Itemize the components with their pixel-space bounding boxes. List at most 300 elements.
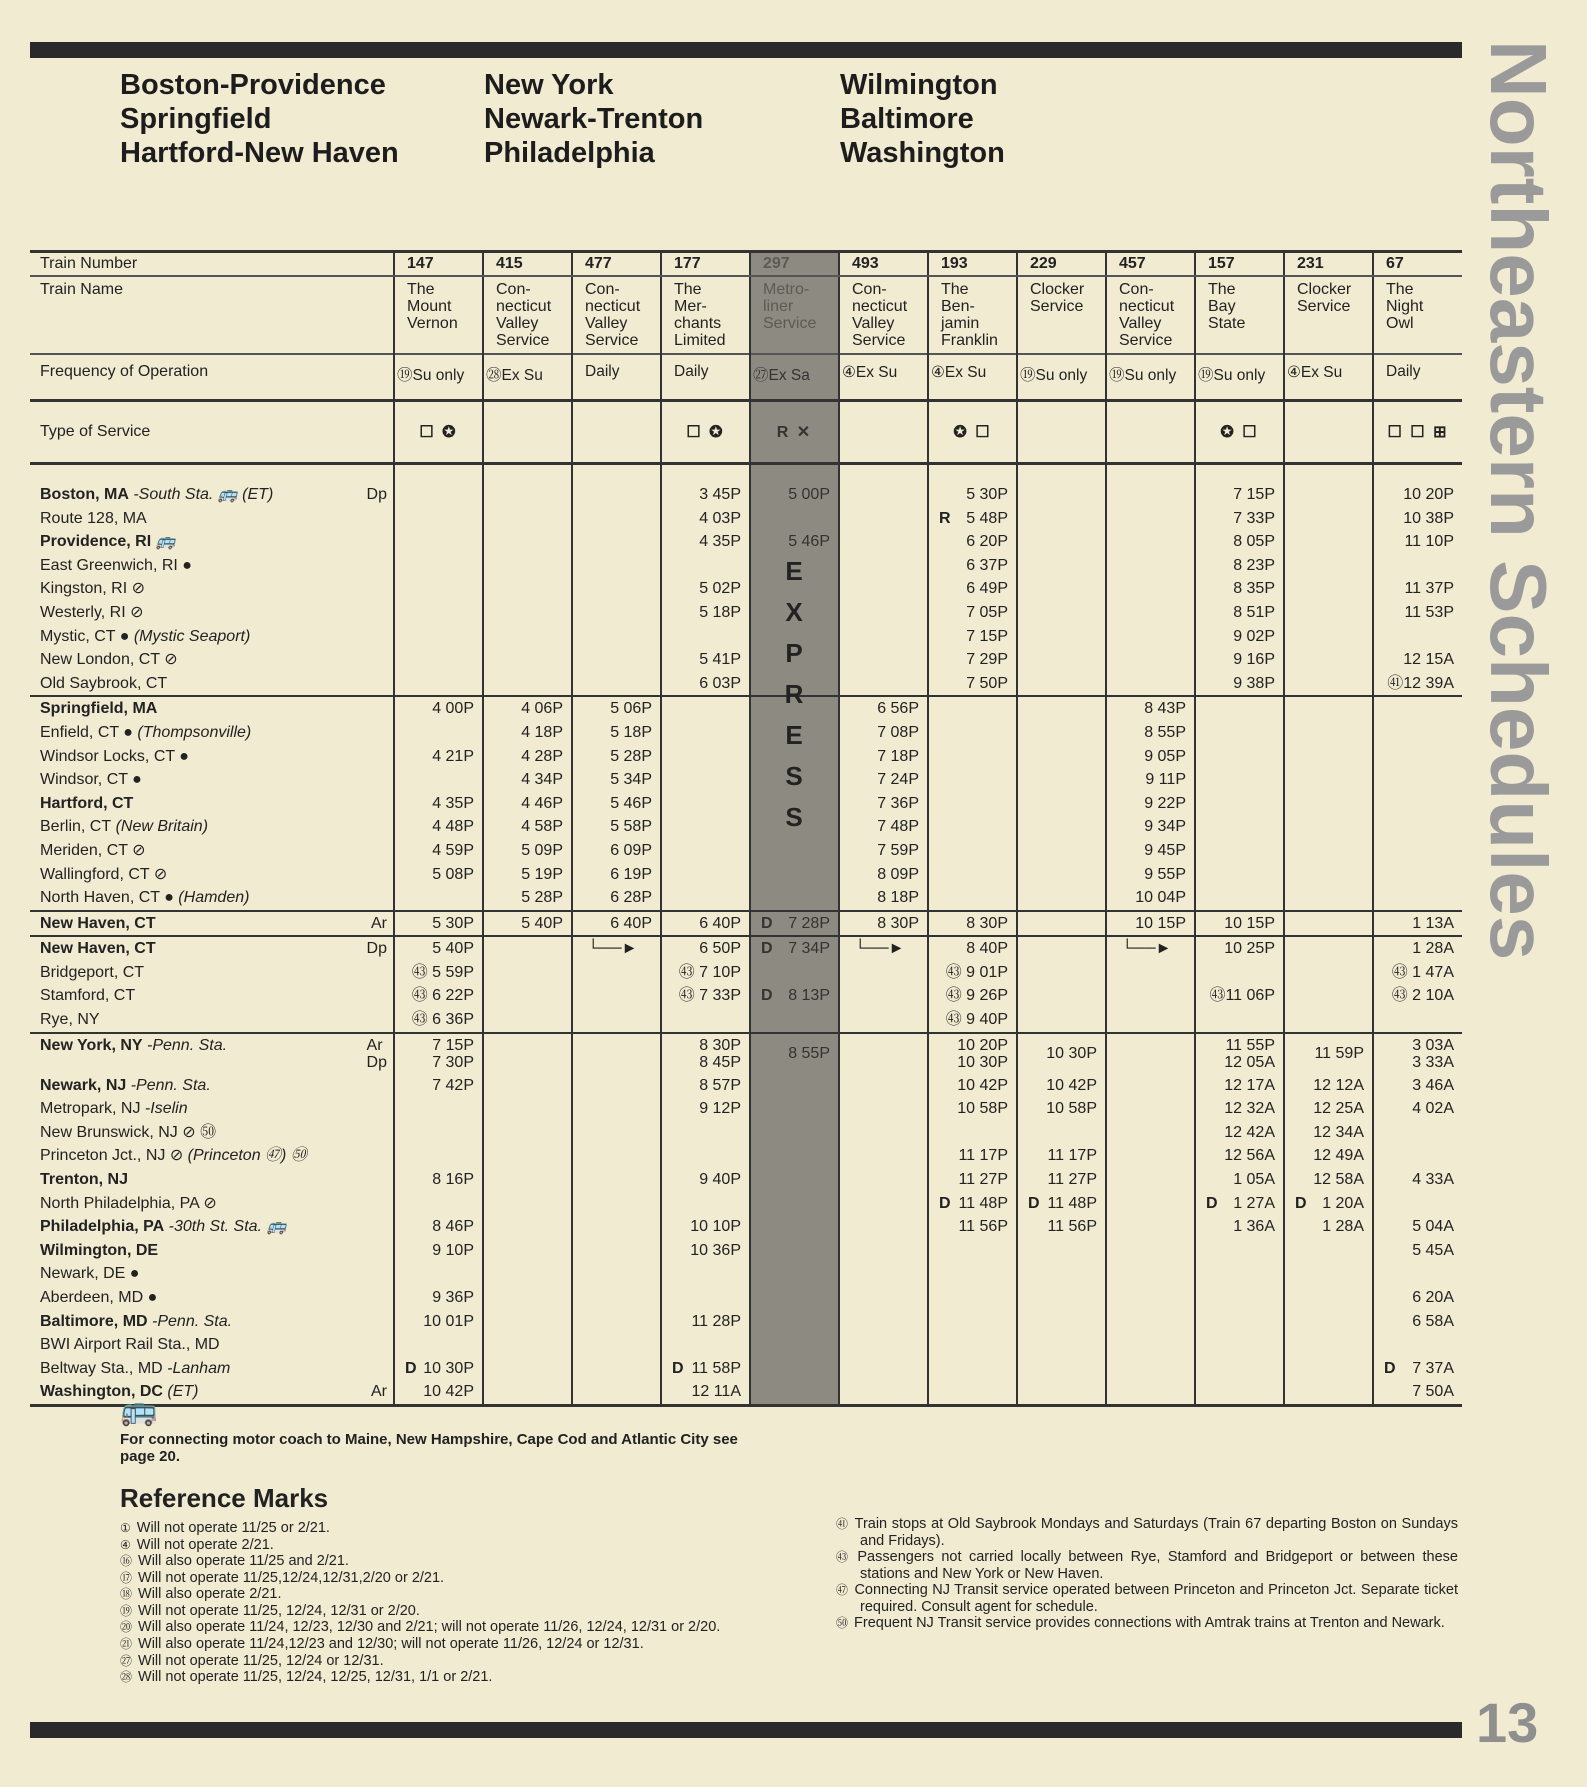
train-number-row	[30, 252, 1462, 277]
station-name: North Haven, CT ●	[40, 889, 174, 907]
train-name-line: Clocker	[1297, 281, 1352, 298]
time-text: 8 40P	[966, 940, 1008, 958]
station-qualifier: (Mystic Seaport)	[129, 627, 251, 645]
time-cell	[839, 625, 928, 649]
time-cell	[1284, 815, 1373, 839]
station-name: Washington, DC	[40, 1383, 163, 1401]
time-text: 6 40P	[610, 914, 652, 932]
time-cell	[1106, 886, 1195, 911]
station-name-cell	[30, 863, 394, 887]
time-cell	[1284, 839, 1373, 863]
station-name: Mystic, CT ●	[40, 627, 130, 645]
time-cell	[1195, 1262, 1284, 1286]
time-value	[395, 1215, 474, 1239]
time-cell	[1195, 911, 1284, 937]
time-value	[395, 863, 474, 887]
frequency-193	[928, 354, 1017, 401]
train-name-493	[839, 276, 928, 354]
time-cell	[394, 886, 483, 911]
time-cell	[1106, 483, 1195, 507]
time-cell	[1284, 1168, 1373, 1192]
time-text: 6 58A	[1412, 1312, 1454, 1330]
time-text: 11 37P	[1404, 580, 1454, 598]
time-text: 7 05P	[966, 603, 1008, 621]
time-cell	[483, 961, 572, 985]
time-value	[840, 886, 919, 910]
train-name-line: Vernon	[407, 315, 458, 332]
time-cell	[1195, 1239, 1284, 1263]
reference-mark-symbol: ④	[120, 1537, 131, 1552]
time-text: 4 59P	[432, 841, 474, 859]
time-cell	[394, 1286, 483, 1310]
frequency-text: Ex Su	[944, 364, 987, 381]
time-value	[1196, 1074, 1275, 1098]
bottom-rule	[30, 1722, 1462, 1738]
time-value	[484, 863, 563, 887]
time-cell	[1106, 648, 1195, 672]
time-cell	[1195, 530, 1284, 554]
time-cell	[394, 625, 483, 649]
time-text: ㊸ 9 40P	[945, 1011, 1008, 1029]
time-text: 8 16P	[432, 1171, 474, 1189]
time-cell	[839, 911, 928, 937]
arrive-depart-line: Ar	[371, 1383, 387, 1401]
time-cell	[661, 530, 750, 554]
time-text: 12 56A	[1224, 1147, 1275, 1165]
train-name-229	[1017, 276, 1106, 354]
time-text: 5 02P	[699, 580, 741, 598]
time-value	[1374, 1037, 1454, 1054]
frequency-231	[1284, 354, 1373, 401]
station-name-cell	[30, 961, 394, 985]
time-cell	[750, 1192, 839, 1216]
express-letter: P	[785, 637, 803, 668]
frequency-297	[750, 354, 839, 401]
time-cell	[1284, 672, 1373, 697]
time-cell	[1106, 1192, 1195, 1216]
station-row	[30, 577, 1462, 601]
time-cell	[750, 1357, 839, 1381]
spacer-cell	[839, 464, 928, 484]
time-value	[1107, 792, 1186, 816]
time-cell	[661, 1097, 750, 1121]
time-cell	[394, 863, 483, 887]
train-name-line: The	[407, 281, 435, 298]
reference-mark-symbol: ㊼	[836, 1583, 849, 1598]
time-value	[840, 937, 919, 961]
time-text: 11 27P	[958, 1171, 1008, 1189]
time-value	[395, 792, 474, 816]
station-qualifier: -Penn. Sta.	[142, 1036, 228, 1054]
time-cell	[1017, 886, 1106, 911]
time-cell	[572, 648, 661, 672]
reference-mark-text: Will not operate 11/25, 12/24, 12/31 or 2/20.	[138, 1602, 420, 1619]
reference-mark-symbol: ㉑	[120, 1637, 133, 1652]
reference-mark-text: Will not operate 11/25,12/24,12/31,2/20 or 2/21.	[138, 1569, 445, 1586]
time-text: 9 34P	[1144, 818, 1186, 836]
train-name-line: Valley	[852, 315, 895, 332]
time-cell	[1373, 815, 1462, 839]
time-cell	[1017, 1239, 1106, 1263]
time-text: 1 20A	[1322, 1194, 1364, 1212]
time-cell	[1195, 625, 1284, 649]
frequency-row	[30, 354, 1462, 401]
time-text: 12 11A	[691, 1383, 741, 1401]
train-name-457	[1106, 276, 1195, 354]
time-cell	[928, 1192, 1017, 1216]
train-name-line: Valley	[496, 315, 539, 332]
time-cell	[483, 984, 572, 1008]
time-value	[929, 1074, 1008, 1098]
time-cell	[750, 961, 839, 985]
train-name-line: necticut	[496, 298, 552, 315]
station-name: New London, CT ⊘	[40, 651, 178, 669]
time-cell	[1017, 1121, 1106, 1145]
time-cell	[1195, 696, 1284, 721]
time-cell	[394, 1192, 483, 1216]
reference-marks-title: Reference Marks	[120, 1483, 329, 1513]
station-row	[30, 1144, 1462, 1168]
station-row	[30, 863, 1462, 887]
time-value	[840, 697, 919, 721]
time-value	[484, 839, 563, 863]
section-title	[1474, 40, 1563, 961]
time-cell	[572, 554, 661, 578]
time-cell	[661, 792, 750, 816]
time-cell	[394, 1033, 483, 1074]
station-name-cell	[30, 1168, 394, 1192]
time-cell	[394, 792, 483, 816]
station-name-cell	[30, 1310, 394, 1334]
time-cell	[928, 721, 1017, 745]
time-cell	[483, 839, 572, 863]
service-icons-147: ☐ ✪	[394, 401, 483, 464]
time-value	[662, 672, 741, 696]
train-name-line: Mount	[407, 298, 452, 315]
station-qualifier: (Princeton ㊼) ㊿	[183, 1147, 307, 1165]
time-cell	[928, 984, 1017, 1008]
reference-mark-symbol: ㊸	[836, 1550, 852, 1565]
station-name-cell	[30, 1033, 394, 1074]
spacer-cell	[1017, 464, 1106, 484]
time-value	[1196, 1121, 1275, 1145]
time-value	[840, 768, 919, 792]
reference-mark-item	[120, 1619, 760, 1636]
station-qualifier: -Iselin	[140, 1100, 188, 1118]
train-name-line: Service	[585, 332, 639, 349]
time-cell	[1284, 886, 1373, 911]
time-value	[662, 601, 741, 625]
stop-code: D	[761, 940, 773, 958]
time-value	[1196, 912, 1275, 936]
time-cell	[394, 530, 483, 554]
time-text: 10 30P	[423, 1359, 474, 1377]
time-text: 10 30P	[1046, 1045, 1097, 1063]
reference-marks-right	[836, 1516, 1458, 1632]
time-cell	[1195, 839, 1284, 863]
time-cell	[839, 839, 928, 863]
time-cell	[1017, 1357, 1106, 1381]
station-row	[30, 648, 1462, 672]
time-text: 5 58P	[610, 818, 652, 836]
time-text: 8 46P	[432, 1218, 474, 1236]
time-text: 12 15A	[1403, 651, 1454, 669]
time-text: 5 40P	[432, 940, 474, 958]
time-cell	[839, 792, 928, 816]
time-cell	[1106, 839, 1195, 863]
time-text: 9 05P	[1144, 747, 1186, 765]
time-value	[1374, 1239, 1454, 1263]
time-cell	[1195, 1310, 1284, 1334]
time-value	[662, 961, 741, 985]
time-text: 10 25P	[1224, 940, 1275, 958]
frequency-493	[839, 354, 928, 401]
time-text: 8 30P	[877, 914, 919, 932]
time-cell	[572, 839, 661, 863]
time-text: 9 22P	[1144, 794, 1186, 812]
time-value	[662, 1097, 741, 1121]
reference-mark-symbol: ㉘	[120, 1670, 133, 1685]
train-name-477	[572, 276, 661, 354]
time-cell	[750, 1074, 839, 1098]
time-text: 7 15P	[432, 1036, 474, 1054]
time-cell	[661, 721, 750, 745]
frequency-mark: ④	[931, 364, 945, 381]
time-value	[395, 1037, 474, 1054]
time-text: ㊸ 5 59P	[411, 963, 474, 981]
reference-mark-symbol: ㊶	[836, 1517, 849, 1531]
time-value	[840, 721, 919, 745]
time-text: 7 29P	[966, 651, 1008, 669]
time-cell	[1017, 1215, 1106, 1239]
time-text: 11 55P	[1225, 1036, 1275, 1054]
time-cell	[1373, 507, 1462, 531]
station-name: Metropark, NJ	[40, 1100, 141, 1118]
train-name-line: Bay	[1208, 298, 1236, 315]
time-value	[929, 1037, 1008, 1054]
time-text: 12 25A	[1313, 1100, 1364, 1118]
station-name: New Brunswick, NJ ⊘ ㊿	[40, 1123, 217, 1141]
time-cell	[661, 1239, 750, 1263]
time-cell	[1284, 961, 1373, 985]
time-text: 3 45P	[699, 486, 741, 503]
train-name-line: Con-	[496, 281, 531, 298]
station-qualifier: (Thompsonville)	[132, 723, 252, 741]
time-cell	[394, 1262, 483, 1286]
time-cell	[839, 601, 928, 625]
time-value	[929, 672, 1008, 696]
spacer-cell	[750, 464, 839, 484]
time-text: 6 20A	[1412, 1289, 1454, 1306]
time-cell	[750, 507, 839, 531]
time-cell	[839, 1192, 928, 1216]
time-cell	[1284, 554, 1373, 578]
time-value	[1196, 1192, 1275, 1216]
time-text: 1 28A	[1322, 1218, 1364, 1236]
time-cell	[1106, 792, 1195, 816]
time-cell	[1284, 1008, 1373, 1033]
time-cell	[483, 672, 572, 697]
time-text: 8 09P	[877, 865, 919, 883]
station-name-cell	[30, 648, 394, 672]
time-cell	[572, 1262, 661, 1286]
time-cell	[483, 554, 572, 578]
time-text: ㊸ 7 33P	[678, 987, 741, 1005]
time-value	[929, 1192, 1008, 1216]
time-cell	[1106, 672, 1195, 697]
time-cell	[1017, 483, 1106, 507]
time-cell	[1106, 1310, 1195, 1334]
time-text: 6 40P	[699, 914, 741, 932]
time-cell	[750, 1333, 839, 1357]
time-cell	[572, 721, 661, 745]
time-cell	[1195, 1357, 1284, 1381]
station-name: New York, NY	[40, 1036, 143, 1054]
time-cell	[839, 1357, 928, 1381]
spacer-cell	[483, 464, 572, 484]
arrive-depart-mark	[367, 483, 393, 507]
time-cell	[928, 1215, 1017, 1239]
frequency-text: Daily	[674, 363, 709, 380]
reference-mark-text: Will not operate 11/25, 12/24 or 12/31.	[138, 1652, 384, 1669]
station-name-cell	[30, 984, 394, 1008]
time-cell	[1106, 961, 1195, 985]
station-name: Philadelphia, PA	[40, 1218, 165, 1236]
station-row	[30, 745, 1462, 769]
station-qualifier: (Hamden)	[173, 889, 250, 907]
frequency-label: Frequency of Operation	[30, 354, 394, 401]
time-value	[1374, 530, 1454, 554]
train-name-line: Con-	[585, 281, 620, 298]
time-text: 4 33A	[1412, 1171, 1454, 1189]
station-name-cell	[30, 886, 394, 911]
time-text: 7 15P	[966, 627, 1008, 645]
station-name-cell	[30, 1262, 394, 1286]
reference-mark-item	[836, 1615, 1458, 1632]
time-cell	[394, 721, 483, 745]
station-row	[30, 1357, 1462, 1381]
reference-mark-text: Train stops at Old Saybrook Mondays and Saturdays (Train 67 departing Boston on Sundays and Fridays).	[854, 1516, 1458, 1549]
time-cell	[483, 577, 572, 601]
time-cell	[483, 696, 572, 721]
time-cell	[1373, 886, 1462, 911]
train-name-line: Ben-	[941, 298, 975, 315]
time-cell	[928, 768, 1017, 792]
station-name: Route 128, MA	[40, 509, 147, 527]
time-text: 10 42P	[423, 1383, 474, 1401]
time-cell	[1373, 1008, 1462, 1033]
time-value	[1018, 1144, 1097, 1168]
time-cell	[1017, 1286, 1106, 1310]
time-value	[573, 792, 652, 816]
heading-group-1	[120, 68, 399, 170]
time-text: 12 32A	[1224, 1100, 1275, 1118]
time-value	[929, 984, 1008, 1008]
time-text: 8 51P	[1233, 603, 1275, 621]
time-cell	[572, 1008, 661, 1033]
stop-code: D	[405, 1359, 417, 1377]
time-cell	[483, 1333, 572, 1357]
station-name: North Philadelphia, PA ⊘	[40, 1194, 217, 1212]
time-cell	[483, 815, 572, 839]
time-cell	[1017, 1097, 1106, 1121]
time-cell	[661, 1192, 750, 1216]
station-row	[30, 625, 1462, 649]
time-text: 5 04A	[1412, 1218, 1454, 1236]
time-cell	[839, 530, 928, 554]
time-text: ㊶12 39A	[1387, 674, 1454, 692]
train-number-477: 477	[572, 252, 661, 277]
time-text: 4 58P	[521, 818, 563, 836]
time-cell	[928, 1357, 1017, 1381]
time-cell	[928, 648, 1017, 672]
time-value	[1374, 648, 1454, 672]
reference-mark-text: Will also operate 11/25 and 2/21.	[138, 1553, 349, 1570]
station-name: Newark, NJ	[40, 1076, 127, 1094]
time-cell	[750, 1310, 839, 1334]
service-icons-157: ✪ ☐	[1195, 401, 1284, 464]
time-cell	[1106, 625, 1195, 649]
station-name-cell	[30, 792, 394, 816]
time-cell	[1373, 1033, 1462, 1074]
time-value	[929, 937, 1008, 961]
station-row	[30, 1333, 1462, 1357]
time-cell	[839, 721, 928, 745]
station-name-cell	[30, 745, 394, 769]
time-value	[662, 530, 741, 554]
time-cell	[483, 1357, 572, 1381]
station-name-cell	[30, 483, 394, 507]
time-cell	[1373, 1357, 1462, 1381]
time-text: 10 42P	[1046, 1076, 1097, 1094]
time-cell	[1195, 1286, 1284, 1310]
reference-mark-text: Passengers not carried locally between Rye, Stamford and Bridgeport or between these stations and New York or New Haven.	[857, 1549, 1458, 1582]
heading-line: Philadelphia	[484, 137, 655, 169]
bus-icon: 🚌	[120, 1394, 158, 1427]
time-cell	[1373, 768, 1462, 792]
frequency-147	[394, 354, 483, 401]
time-text: 7 24P	[877, 771, 919, 789]
reference-mark-item	[120, 1520, 760, 1537]
time-value	[1196, 554, 1275, 578]
time-cell	[483, 625, 572, 649]
time-cell	[839, 1215, 928, 1239]
time-value	[573, 839, 652, 863]
time-cell	[483, 1097, 572, 1121]
time-cell	[1017, 911, 1106, 937]
station-name-cell	[30, 1286, 394, 1310]
time-cell	[394, 768, 483, 792]
time-value	[929, 601, 1008, 625]
time-value	[662, 1357, 741, 1381]
time-text: 7 36P	[877, 794, 919, 812]
time-cell	[1284, 1333, 1373, 1357]
time-text: 10 15P	[1224, 914, 1275, 932]
train-number-231: 231	[1284, 252, 1373, 277]
time-cell	[394, 1239, 483, 1263]
time-text: 12 49A	[1313, 1147, 1364, 1165]
time-text: 8 57P	[699, 1076, 741, 1094]
time-cell	[1373, 984, 1462, 1008]
train-number-157: 157	[1195, 252, 1284, 277]
time-value	[840, 863, 919, 887]
station-name: BWI Airport Rail Sta., MD	[40, 1336, 220, 1354]
station-name: Princeton Jct., NJ ⊘	[40, 1147, 184, 1165]
station-name-cell	[30, 815, 394, 839]
time-text: 4 35P	[699, 533, 741, 551]
time-value	[395, 912, 474, 936]
time-text: 6 37P	[966, 556, 1008, 574]
